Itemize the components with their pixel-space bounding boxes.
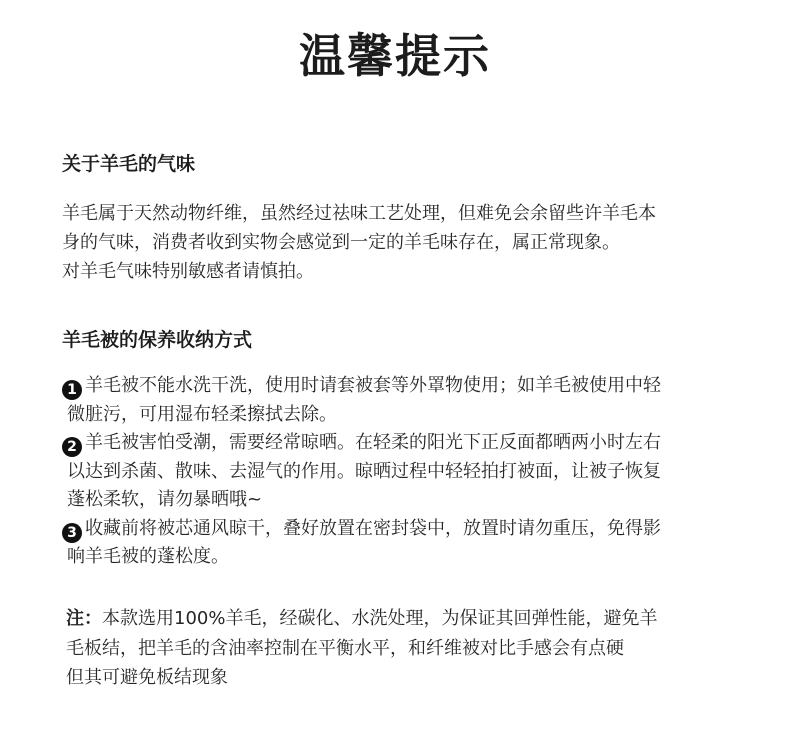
- care-item-3: [62, 515, 762, 572]
- paragraph-line: 身的气味，消费者收到实物会感觉到一定的羊毛味存在，属正常现象。: [62, 232, 620, 253]
- note-line: 毛板结，把羊毛的含油率控制在平衡水平，和纤维被对比手感会有点硬: [66, 637, 624, 659]
- note-label: 注：: [66, 608, 102, 629]
- section-heading-wool-smell: 关于羊毛的气味: [62, 153, 196, 175]
- paragraph-line: 羊毛属于天然动物纤维，虽然经过祛味工艺处理，但难免会余留些许羊毛本: [62, 203, 656, 224]
- number-1-icon: 1: [62, 380, 82, 400]
- care-item-text: 羊毛被害怕受潮，需要经常晾晒。在轻柔的阳光下正反面都晒两小时左右: [85, 432, 661, 453]
- care-item-line: 响羊毛被的蓬松度。: [67, 546, 229, 567]
- care-item-line: [62, 429, 762, 458]
- care-item-2: [62, 429, 762, 515]
- care-instructions-list: [62, 372, 762, 572]
- care-item-line: 微脏污，可用湿布轻柔擦拭去除。: [67, 403, 337, 425]
- care-item-line: [62, 372, 762, 401]
- care-item-line: 以达到杀菌、散味、去湿气的作用。晾晒过程中轻轻拍打被面，让被子恢复: [67, 460, 661, 482]
- care-item-text: 收藏前将被芯通风晾干，叠好放置在密封袋中，放置时请勿重压，免得影: [85, 517, 661, 539]
- note-line: 但其可避免板结现象: [66, 667, 228, 688]
- care-item-1: [62, 372, 762, 429]
- wool-smell-paragraph: [62, 199, 742, 286]
- care-item-line: [62, 515, 762, 544]
- number-2-icon: 2: [62, 437, 82, 457]
- note-text: 本款选用100%羊毛，经碳化、水洗处理，为保证其回弹性能，避免羊: [102, 608, 658, 629]
- section-heading-care-storage: 羊毛被的保养收纳方式: [62, 329, 253, 351]
- note-paragraph: [66, 604, 756, 693]
- paragraph-line: 对羊毛气味特别敏感者请慎拍。: [62, 261, 314, 282]
- number-3-icon: 3: [62, 523, 82, 543]
- care-item-text: 羊毛被不能水洗干洗，使用时请套被套等外罩物使用；如羊毛被使用中轻: [85, 375, 661, 396]
- care-item-line: 蓬松柔软，请勿暴晒哦~: [67, 489, 263, 510]
- note-line: [66, 604, 756, 634]
- page-title: 温馨提示: [299, 29, 491, 83]
